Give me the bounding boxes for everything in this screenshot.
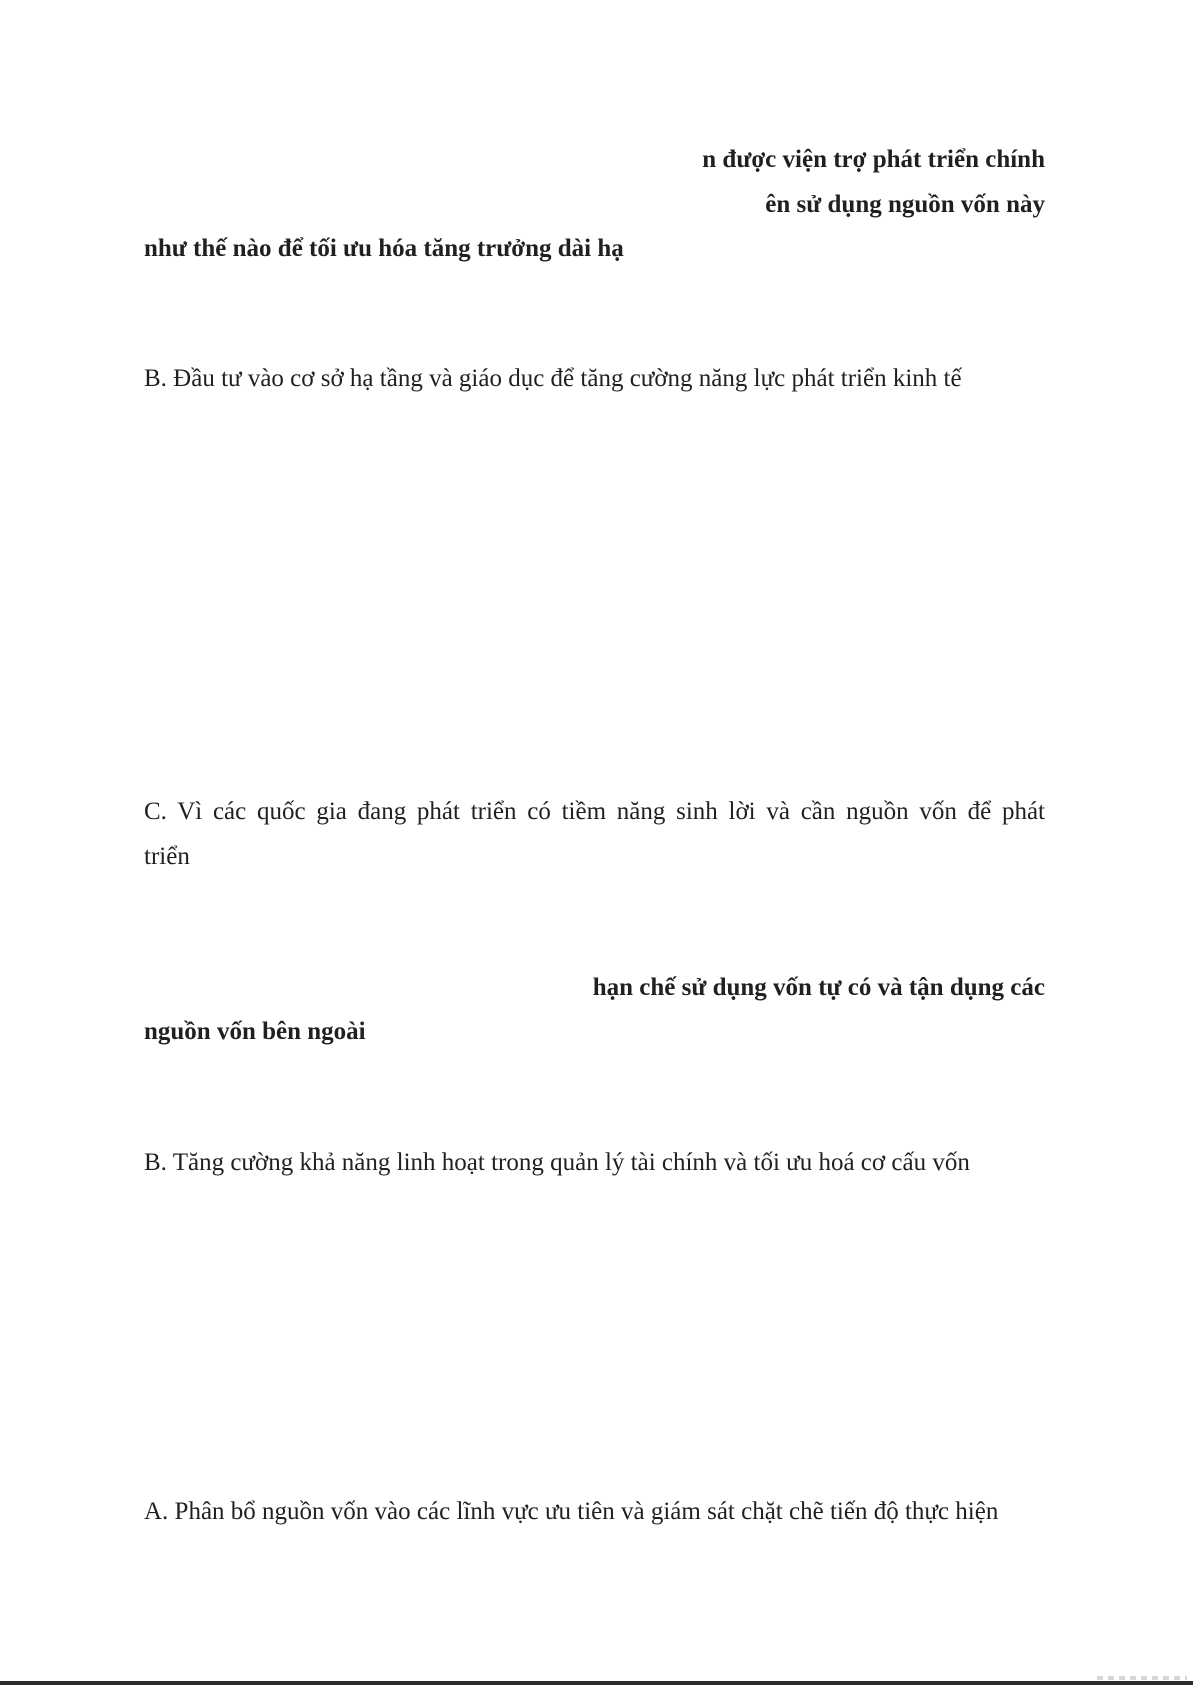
scan-corner-marks — [1097, 1676, 1187, 1680]
answer-a-capital-allocation: A. Phân bổ nguồn vốn vào các lĩnh vực ưu tiên và giám sát chặt chẽ tiến độ thực hiện — [144, 1498, 999, 1525]
page-bottom-edge — [0, 1681, 1193, 1685]
answer-b-financial-flexibility: B. Tăng cường khả năng linh hoạt trong quản lý tài chính và tối ưu hoá cơ cấu vốn — [144, 1149, 970, 1176]
question-2-line-1: hạn chế sử dụng vốn tự có và tận dụng các — [592, 974, 1045, 1001]
answer-c-line-1: C. Vì các quốc gia đang phát triển có tiềm năng sinh lời và cần nguồn vốn để phát — [144, 798, 1045, 825]
answer-c-line-2: triển — [144, 843, 190, 870]
answer-b-infrastructure: B. Đầu tư vào cơ sở hạ tầng và giáo dục để tăng cường năng lực phát triển kinh tế — [144, 365, 962, 392]
question-1-line-3: như thế nào để tối ưu hóa tăng trưởng dài hạ — [144, 235, 624, 262]
question-2-line-2: nguồn vốn bên ngoài — [144, 1018, 366, 1045]
question-1-line-1: n được viện trợ phát triển chính — [702, 146, 1045, 173]
question-1-line-2: ên sử dụng nguồn vốn này — [765, 191, 1045, 218]
